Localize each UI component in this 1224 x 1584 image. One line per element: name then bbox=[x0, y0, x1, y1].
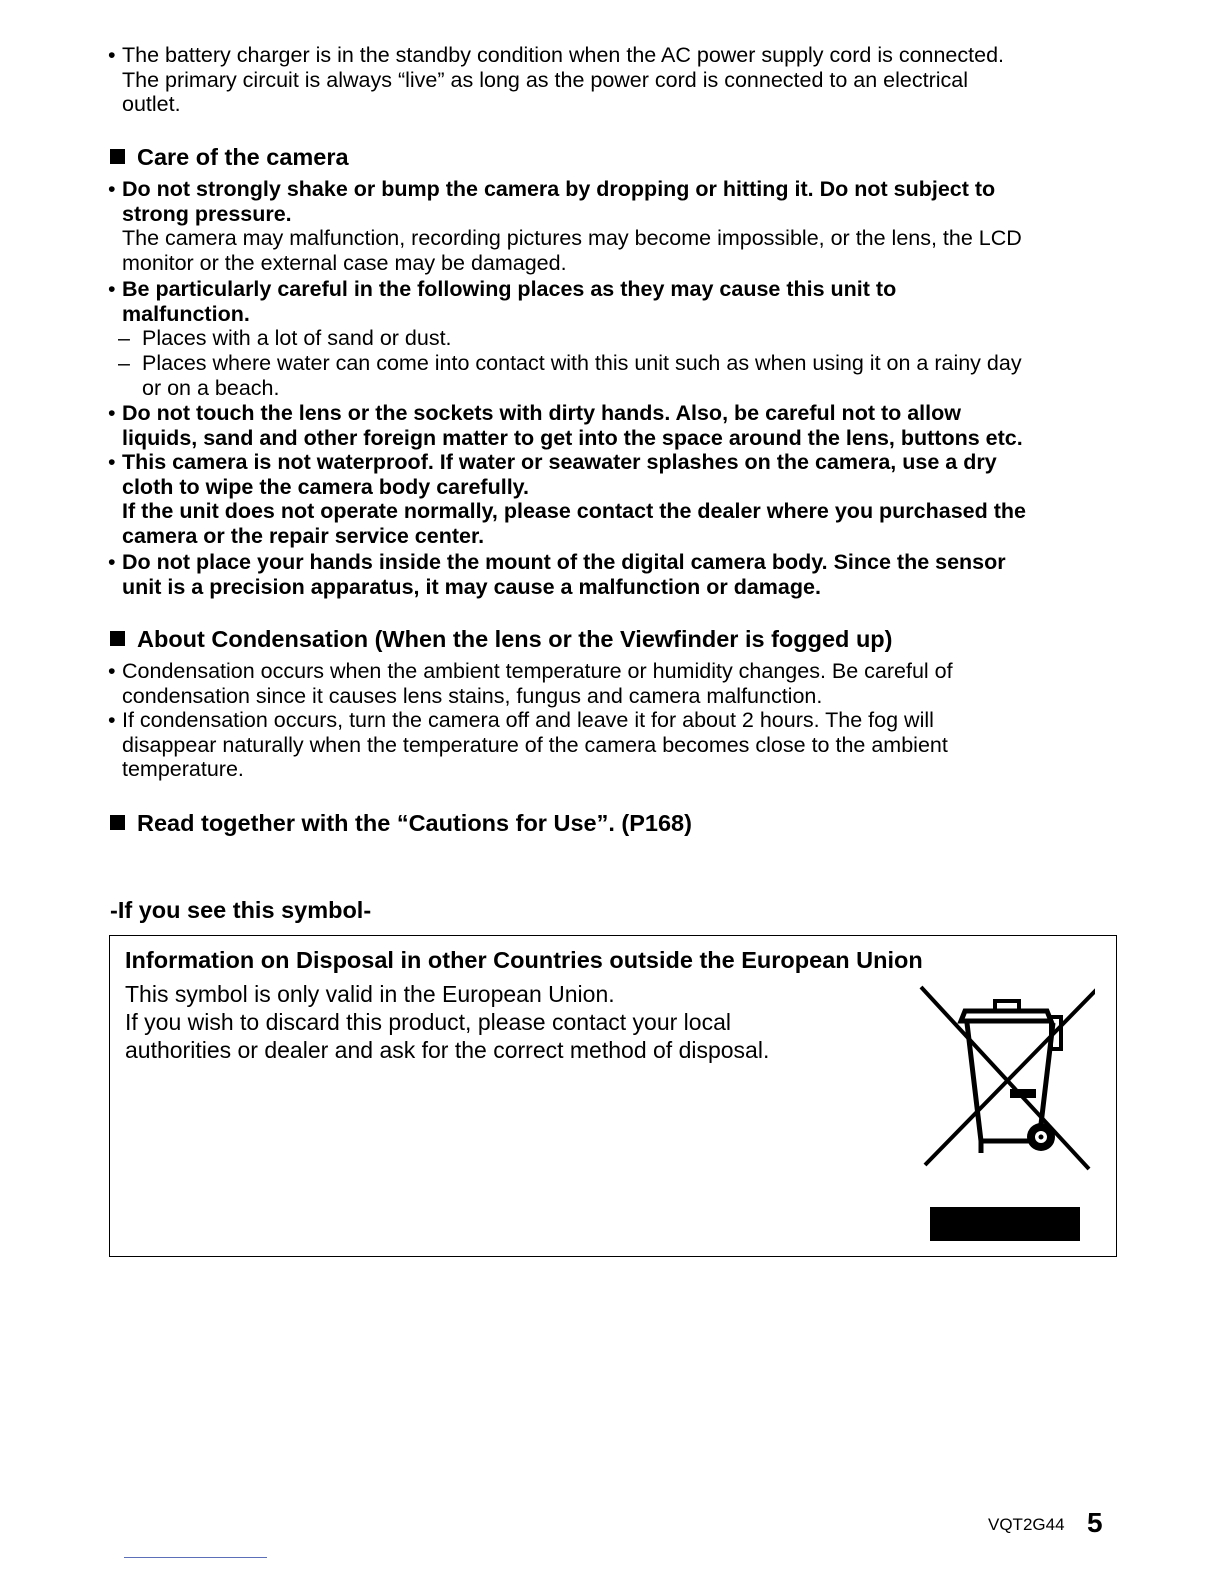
condensation-text: If condensation occurs, turn the camera off and leave it for about 2 hours. The fog will bbox=[122, 708, 934, 732]
condensation-heading bbox=[110, 625, 892, 653]
condensation-text: temperature. bbox=[122, 757, 244, 781]
read-together-text: Read together with the “Cautions for Use”. (P168) bbox=[137, 810, 692, 836]
care-item-bold: unit is a precision apparatus, it may cause a malfunction or damage. bbox=[122, 574, 821, 599]
dash-item-text: Places with a lot of sand or dust. bbox=[142, 326, 452, 350]
dash-mark: – bbox=[118, 326, 130, 350]
care-item-bold: Do not strongly shake or bump the camera by dropping or hitting it. Do not subject to bbox=[122, 177, 996, 201]
symbol-section-title: -If you see this symbol- bbox=[110, 897, 372, 923]
bullet-dot: • bbox=[108, 550, 116, 574]
care-heading-text: Care of the camera bbox=[137, 144, 349, 170]
care-item-3 bbox=[108, 401, 1118, 450]
dash-item-text: or on a beach. bbox=[142, 375, 280, 400]
bullet-dot: • bbox=[108, 177, 116, 201]
intro-line: The battery charger is in the standby condition when the AC power supply cord is connected. bbox=[122, 43, 1005, 67]
intro-line: The primary circuit is always “live” as long as the power cord is connected to an electrical bbox=[122, 67, 969, 92]
care-item-2 bbox=[108, 277, 1118, 326]
care-item-4 bbox=[108, 450, 1118, 548]
disposal-box-text bbox=[125, 980, 885, 1064]
condensation-text: condensation since it causes lens stains, fungus and camera malfunction. bbox=[122, 683, 823, 708]
care-heading bbox=[110, 143, 349, 171]
care-item-bold: cloth to wipe the camera body carefully. bbox=[122, 474, 530, 499]
bullet-dot: • bbox=[108, 450, 116, 474]
care-item-text: monitor or the external case may be damaged. bbox=[122, 250, 567, 275]
condensation-text: disappear naturally when the temperature of the camera becomes close to the ambient bbox=[122, 732, 948, 757]
disposal-box-title: Information on Disposal in other Countries outside the European Union bbox=[125, 947, 923, 973]
crossed-out-wheelie-bin-icon bbox=[915, 981, 1095, 1176]
care-item-1 bbox=[108, 177, 1118, 275]
bullet-dot: • bbox=[108, 401, 116, 425]
care-item-bold: This camera is not waterproof. If water or seawater splashes on the camera, use a dry bbox=[122, 450, 997, 474]
care-item-bold: Do not place your hands inside the mount of the digital camera body. Since the sensor bbox=[122, 550, 1006, 574]
dash-item bbox=[118, 326, 1118, 351]
disposal-line: This symbol is only valid in the European Union. bbox=[125, 981, 615, 1007]
square-bullet-icon bbox=[110, 631, 125, 646]
care-item-text: The camera may malfunction, recording pictures may become impossible, or the lens, the LCD bbox=[122, 226, 1022, 250]
condensation-item-2 bbox=[108, 708, 1118, 782]
bullet-dot: • bbox=[108, 708, 116, 732]
square-bullet-icon bbox=[110, 815, 125, 830]
care-item-bold: Be particularly careful in the following places as they may cause this unit to bbox=[122, 277, 897, 301]
disposal-line: authorities or dealer and ask for the correct method of disposal. bbox=[125, 1037, 770, 1063]
dash-mark: – bbox=[118, 351, 130, 375]
black-bar-marker bbox=[930, 1207, 1080, 1241]
dash-item bbox=[118, 351, 1118, 400]
disposal-line: If you wish to discard this product, please contact your local bbox=[125, 1009, 731, 1035]
bullet-dot: • bbox=[108, 277, 116, 301]
intro-bullet bbox=[108, 43, 1118, 117]
condensation-text: Condensation occurs when the ambient temperature or humidity changes. Be careful of bbox=[122, 659, 953, 683]
model-code: VQT2G44 bbox=[988, 1515, 1065, 1534]
care-item-bold: camera or the repair service center. bbox=[122, 523, 485, 548]
intro-line: outlet. bbox=[122, 92, 181, 116]
care-item-bold: malfunction. bbox=[122, 301, 250, 326]
page-number: 5 bbox=[1087, 1507, 1103, 1538]
care-item-bold: liquids, sand and other foreign matter to get into the space around the lens, buttons etc. bbox=[122, 425, 1023, 450]
care-item-bold: strong pressure. bbox=[122, 201, 292, 226]
condensation-heading-text: About Condensation (When the lens or the Viewfinder is fogged up) bbox=[137, 626, 893, 652]
care-item-bold: If the unit does not operate normally, please contact the dealer where you purchased the bbox=[122, 499, 1026, 523]
square-bullet-icon bbox=[110, 149, 125, 164]
bullet-dot: • bbox=[108, 659, 116, 683]
condensation-item-1 bbox=[108, 659, 1118, 708]
care-item-5 bbox=[108, 550, 1118, 599]
read-together-heading bbox=[110, 809, 692, 837]
disposal-info-box bbox=[109, 935, 1117, 1257]
bullet-dot: • bbox=[108, 43, 116, 67]
dash-item-text: Places where water can come into contact with this unit such as when using it on a rainy day bbox=[142, 351, 1022, 375]
care-item-bold: Do not touch the lens or the sockets with dirty hands. Also, be careful not to allow bbox=[122, 401, 961, 425]
footer-rule bbox=[124, 1557, 267, 1558]
